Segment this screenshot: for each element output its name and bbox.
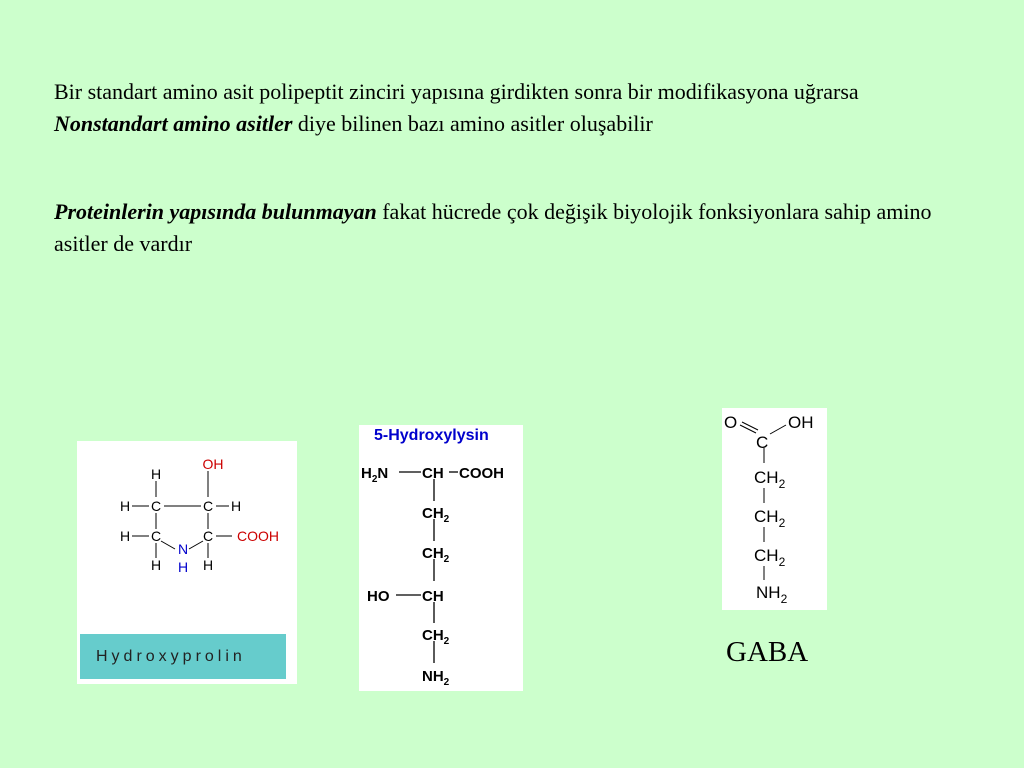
group-ch: CH	[422, 588, 444, 605]
atom-h: H	[230, 498, 242, 514]
hydroxyprolin-structure	[77, 441, 297, 684]
group-ch2: $CH_2$	[422, 627, 450, 647]
hydroxylysin-diagram	[359, 425, 523, 691]
hydroxyprolin-label: Hydroxyprolin	[80, 634, 286, 679]
atom-c: C	[202, 498, 214, 514]
hydroxylysin-title: 5-Hydroxylysin	[374, 427, 489, 444]
atom-h: H	[150, 557, 162, 573]
paragraph-non-protein	[54, 196, 934, 260]
paragraph1-text-start: Bir standart amino asit polipeptit zinciri yapısına girdikten sonra bir modifikasyona uğrarsa	[54, 79, 859, 104]
paragraph2-emphasis: Proteinlerin yapısında bulunmayan	[54, 199, 377, 224]
atom-h: H	[202, 557, 214, 573]
hydroxylysin-structure	[359, 425, 523, 691]
group-ch2: $CH_2$	[754, 507, 786, 530]
atom-cooh: COOH	[237, 528, 279, 544]
group-nh2: $NH_2$	[756, 583, 788, 606]
group-cooh: COOH	[459, 465, 504, 482]
atom-oh: OH	[202, 456, 224, 472]
gaba-caption: GABA	[726, 636, 809, 668]
paragraph1-text-end: diye bilinen bazı amino asitler oluşabilir	[292, 111, 653, 136]
atom-h: H	[119, 528, 131, 544]
paragraph-nonstandard	[54, 76, 934, 140]
atom-oh: OH	[788, 413, 814, 432]
atom-c: C	[202, 528, 214, 544]
group-ch2: $CH_2$	[422, 545, 450, 565]
group-ch2: $CH_2$	[754, 468, 786, 491]
atom-c: C	[150, 498, 162, 514]
group-nh2: $NH_2$	[422, 668, 450, 688]
atom-h: H	[150, 466, 162, 482]
atom-h: H	[119, 498, 131, 514]
atom-n: N	[177, 541, 189, 557]
gaba-structure	[722, 408, 827, 610]
gaba-diagram	[722, 408, 827, 610]
atom-c: C	[756, 433, 769, 452]
atom-nh-h: H	[177, 559, 189, 575]
group-ch: CH	[422, 465, 444, 482]
group-h2n: $H_2N$	[361, 465, 389, 485]
group-ch2: $CH_2$	[422, 505, 450, 525]
atom-c: C	[150, 528, 162, 544]
paragraph1-emphasis: Nonstandart amino asitler	[54, 111, 293, 136]
paragraph2-text-end: fakat hücrede çok değişik biyolojik fonksiyonlara sahip amino asitler de vardır	[54, 199, 932, 256]
hydroxyprolin-diagram	[77, 441, 297, 631]
group-ch2: $CH_2$	[754, 546, 786, 569]
atom-o: O	[724, 413, 738, 432]
group-ho: HO	[367, 588, 390, 605]
